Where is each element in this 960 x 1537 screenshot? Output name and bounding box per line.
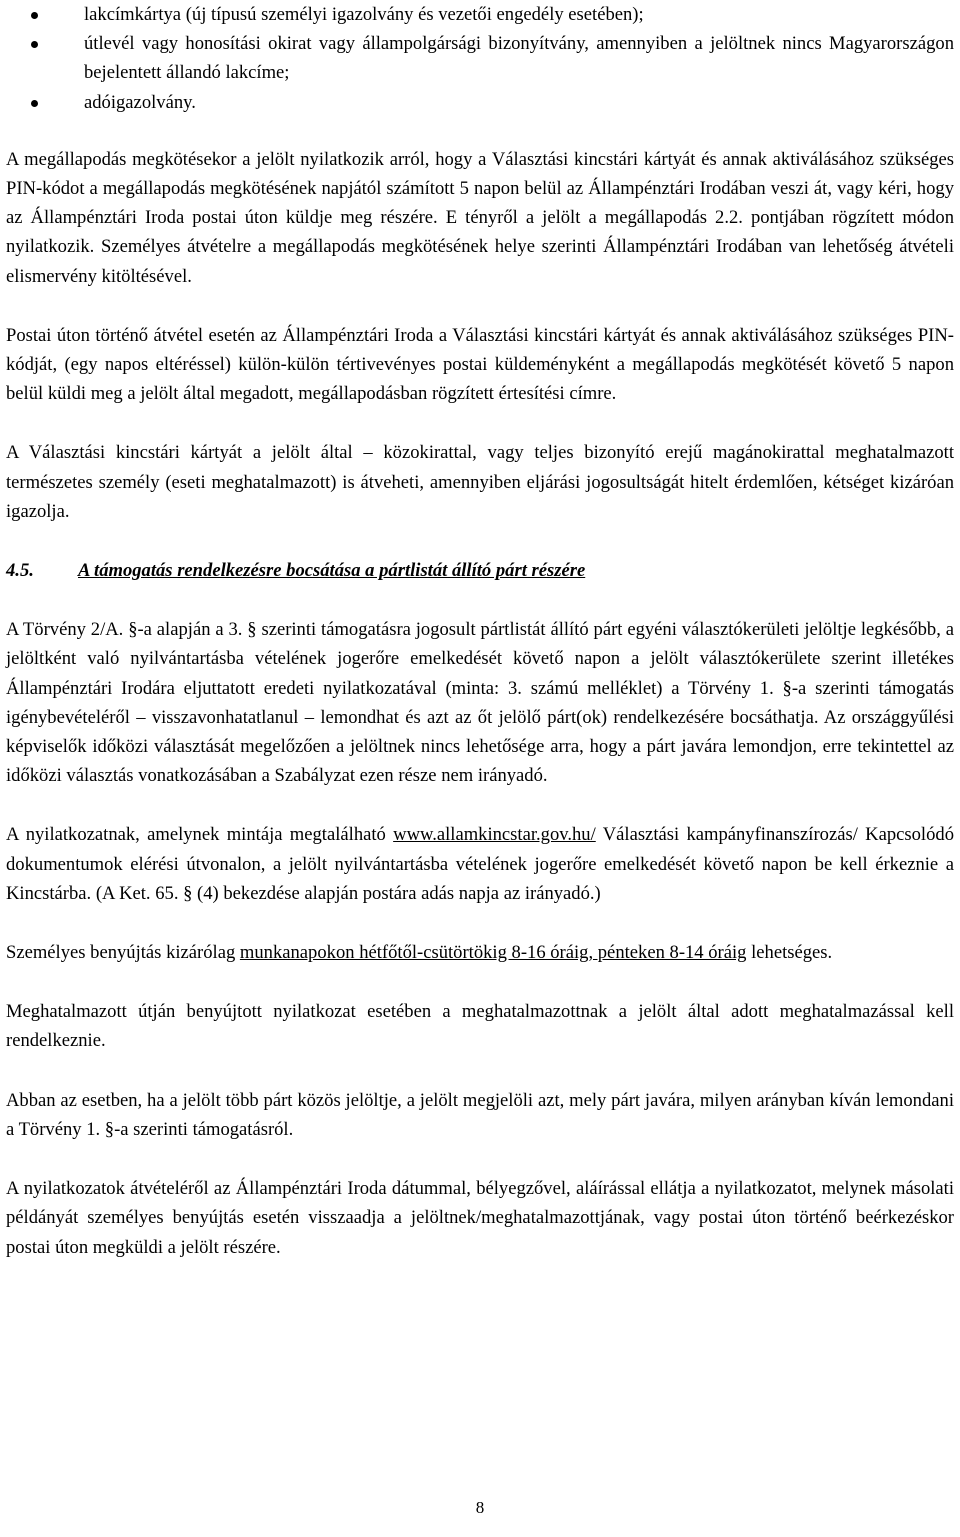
paragraph-declaration-template: [6, 820, 954, 908]
list-item: [6, 0, 954, 29]
bullet-icon: [31, 12, 38, 19]
paragraph-receipt: A nyilatkozatok átvételéről az Állampénztári Iroda dátummal, bélyegzővel, aláírással ellátja a nyilatkozatot, melynek másolati példányát személyes benyújtás esetén visszaadja a jelöltnek/meghatalmazottjának, vagy postai úton történő beérkezéskor postai úton megküldi a jelölt részére.: [6, 1178, 954, 1258]
paragraph-waiver: A Törvény 2/A. §-a alapján a 3. § szerinti támogatásra jogosult pártlistát állító párt egyéni választókerületi jelöltje legkésőbb, a jelöltként való nyilvántartásba vételének jogerőre emelkedését követő napon a jelölt választókerülete szerint illetékes Állampénztári Irodára eljuttatott eredeti nyilatkozatával (minta: 3. számú melléklet) a Törvény 1. §-a szerinti támogatás igénybevételéről – visszavonhatatlanul – lemondhat és azt az őt jelölő párt(ok) rendelkezésére bocsáthatja. Az országgyűlési képviselők időközi választását megelőzően a jelöltnek nincs lehetősége arra, hogy a párt javára lemondjon, erre tekintettel az időközi választás vonatkozásában a Szabályzat ezen része nem irányadó.: [6, 619, 954, 787]
list-item-text: útlevél vagy honosítási okirat vagy állampolgársági bizonyítvány, amennyiben a jelöltnek nincs Magyarországon bejelentett állandó lakcíme;: [84, 33, 954, 84]
text-segment: Választási kampányfinanszírozás/ Kapcsolódó dokumentumok elérési útvonalon, a jelölt nyilvántartásba vételének jogerőre emelkedését követő napon be kell érkeznie a Kincstárba. (A Ket. 65. § (4) bekezdése alapján postára adás napja az irányadó.): [6, 824, 954, 904]
paragraph-authorized-pickup: A Választási kincstári kártyát a jelölt által – közokirattal, vagy teljes bizonyító erejű magánokirattal meghatalmazott természetes személy (eseti meghatalmazott) is átveheti, amennyiben eljárási jogosultságát hitelt érdemlően, kétséget kizáróan igazolja.: [6, 442, 954, 522]
list-item: [6, 29, 954, 87]
page-number: 8: [475, 1498, 485, 1517]
office-hours: munkanapokon hétfőtől-csütörtökig 8-16 óráig, pénteken 8-14 óráig: [239, 942, 747, 964]
paragraph-joint-candidate: Abban az esetben, ha a jelölt több párt közös jelöltje, a jelölt megjelöli azt, mely párt javára, milyen arányban kíván lemondani a Törvény 1. §-a szerinti támogatásról.: [6, 1089, 954, 1140]
list-item: [6, 88, 954, 117]
paragraph-postal-delivery: Postai úton történő átvétel esetén az Állampénztári Iroda a Választási kincstári kártyát és annak aktiválásához szükséges PIN-kódját, (egy napos eltéréssel) külön-külön tértivevényes postai küldeményként a megállapodás megkötését követő 5 napon belül küldi meg a jelölt által megadott, megállapodásban rögzített értesítési címre.: [6, 324, 954, 405]
bullet-icon: [31, 41, 38, 48]
section-number: 4.5.: [6, 560, 34, 582]
id-document-list: [6, 0, 954, 117]
text-segment: Személyes benyújtás kizárólag: [6, 942, 240, 964]
paragraph-card-pickup: A megállapodás megkötésekor a jelölt nyilatkozik arról, hogy a Választási kincstári kártyát és annak aktiválásához szükséges PIN-kódot a megállapodás megkötésének napjától számított 5 napon belül az Állampénztári Irodában veszi át, vagy kéri, hogy az Állampénztári Iroda postai úton küldje meg részére. E tényről a jelölt a megállapodás 2.2. pontjában rögzített módon nyilatkozik. Személyes átvételre a megállapodás megkötésének helye szerinti Állampénztári Irodában van lehetőség átvételi elismervény kitöltésével.: [6, 148, 954, 287]
section-heading: [6, 556, 954, 585]
section-title: A támogatás rendelkezésre bocsátása a pártlistát állító párt részére: [78, 560, 586, 582]
list-item-text: adóigazolvány.: [84, 91, 196, 113]
list-item-text: lakcímkártya (új típusú személyi igazolvány és vezetői engedély esetében);: [84, 4, 644, 25]
bullet-icon: [31, 100, 38, 107]
paragraph-proxy-submission: Meghatalmazott útján benyújtott nyilatkozat esetében a meghatalmazottnak a jelölt által adott meghatalmazással kell rendelkeznie.: [6, 1001, 954, 1052]
website-link[interactable]: www.allamkincstar.gov.hu/: [393, 824, 596, 846]
text-segment: lehetséges.: [746, 942, 833, 964]
text-segment: A nyilatkozatnak, amelynek mintája megtalálható: [6, 824, 394, 846]
paragraph-office-hours: [6, 938, 954, 967]
document-page: [6, 0, 954, 1262]
